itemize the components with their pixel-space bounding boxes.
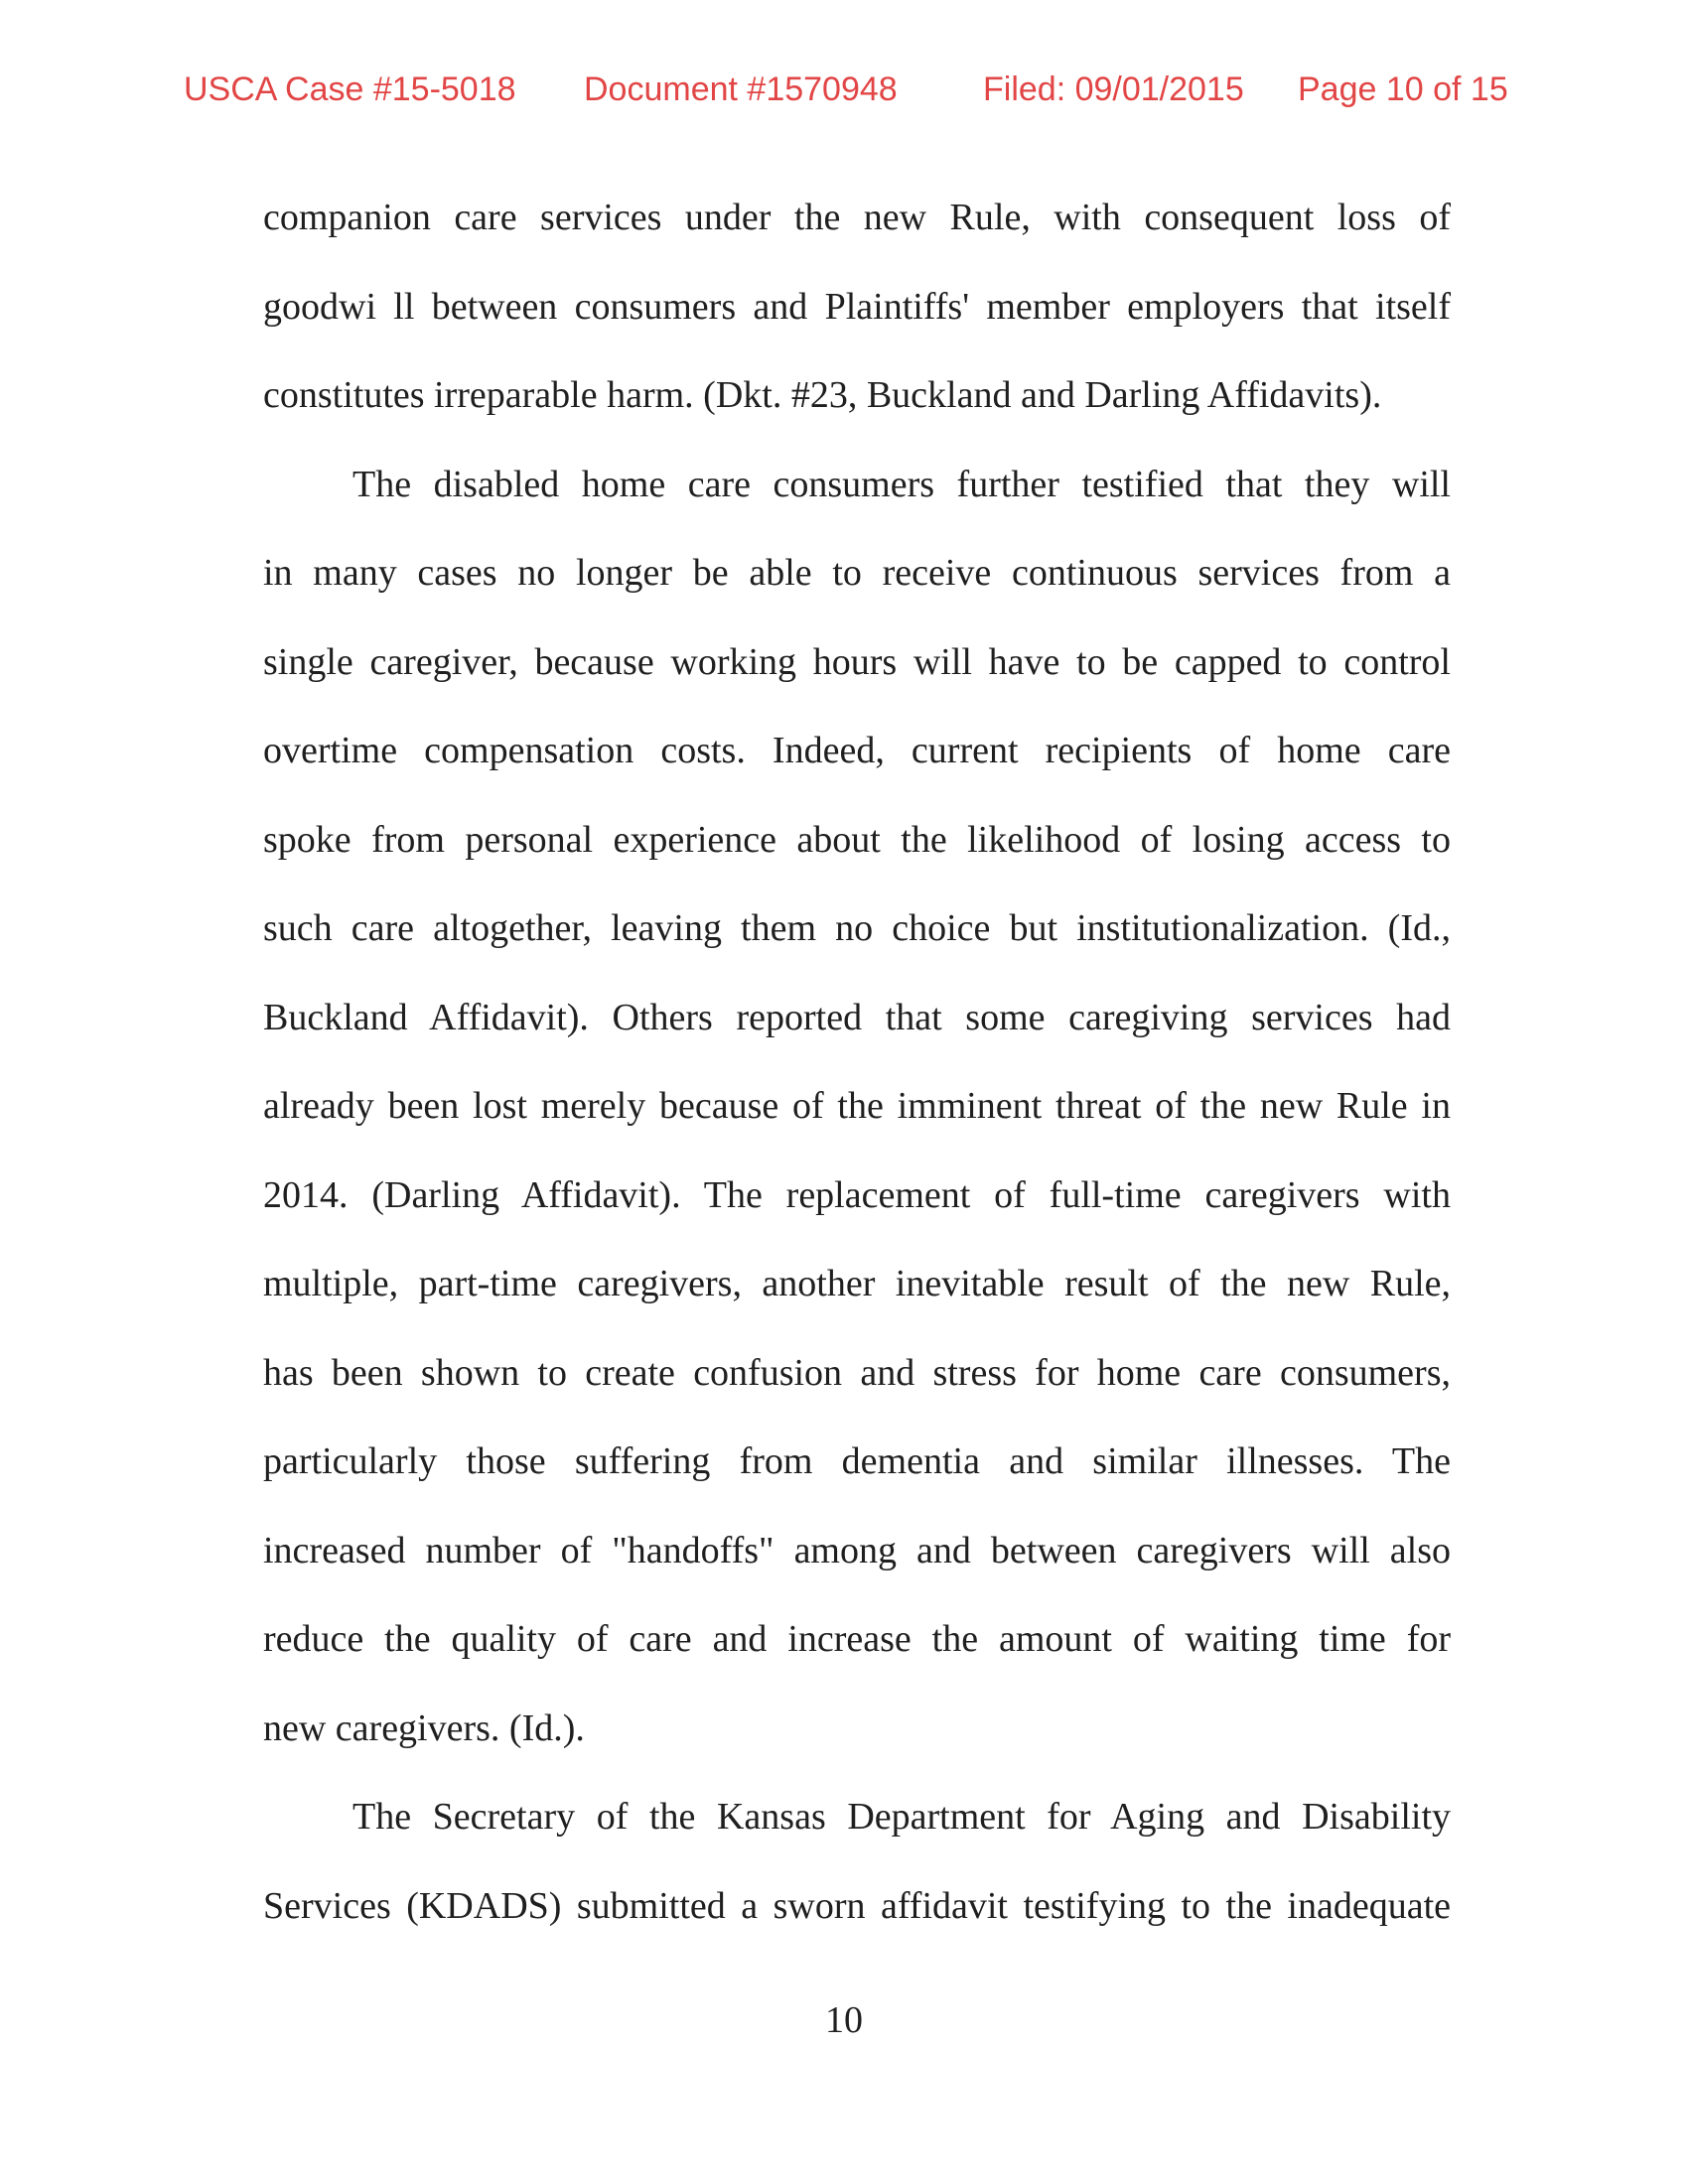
body-line: particularly those suffering from dementia and similar illnesses. The	[263, 1440, 1451, 1482]
body-line: multiple, part-time caregivers, another inevitable result of the new Rule,	[263, 1263, 1451, 1304]
document-number: Document #1570948	[584, 70, 898, 108]
body-line: increased number of "handoffs" among and between caregivers will also	[263, 1529, 1451, 1571]
body-line: Services (KDADS) submitted a sworn affidavit testifying to the inadequate	[263, 1884, 1451, 1927]
body-line: reduce the quality of care and increase the amount of waiting time for	[263, 1618, 1451, 1660]
court-stamp-header	[0, 72, 1688, 112]
body-line: goodwi ll between consumers and Plaintiffs' member employers that itself	[263, 285, 1451, 328]
case-number: USCA Case #15-5018	[184, 70, 516, 108]
body-line: overtime compensation costs. Indeed, current recipients of home care	[263, 730, 1451, 771]
body-line: Buckland Affidavit). Others reported that some caregiving services had	[263, 996, 1451, 1038]
body-line: new caregivers. (Id.).	[263, 1706, 585, 1749]
body-line: single caregiver, because working hours will have to be capped to control	[263, 640, 1451, 683]
body-text	[263, 174, 1451, 1951]
body-line: such care altogether, leaving them no choice but institutionalization. (Id.,	[263, 907, 1451, 949]
body-line: The disabled home care consumers further testified that they will	[352, 463, 1451, 505]
body-line: already been lost merely because of the imminent threat of the new Rule in	[263, 1085, 1451, 1127]
body-line: constitutes irreparable harm. (Dkt. #23, Buckland and Darling Affidavits).	[263, 374, 1382, 416]
body-line: spoke from personal experience about the likelihood of losing access to	[263, 818, 1451, 861]
body-line: in many cases no longer be able to receive continuous services from a	[263, 552, 1451, 594]
page-indicator: Page 10 of 15	[1298, 70, 1508, 108]
body-line: The Secretary of the Kansas Department for Aging and Disability	[352, 1796, 1451, 1838]
body-line: has been shown to create confusion and stress for home care consumers,	[263, 1351, 1451, 1394]
body-line: companion care services under the new Rule, with consequent loss of	[263, 197, 1451, 238]
body-line: 2014. (Darling Affidavit). The replacement of full-time caregivers with	[263, 1173, 1451, 1216]
filed-date: Filed: 09/01/2015	[983, 70, 1244, 108]
page-number: 10	[825, 1999, 863, 2041]
